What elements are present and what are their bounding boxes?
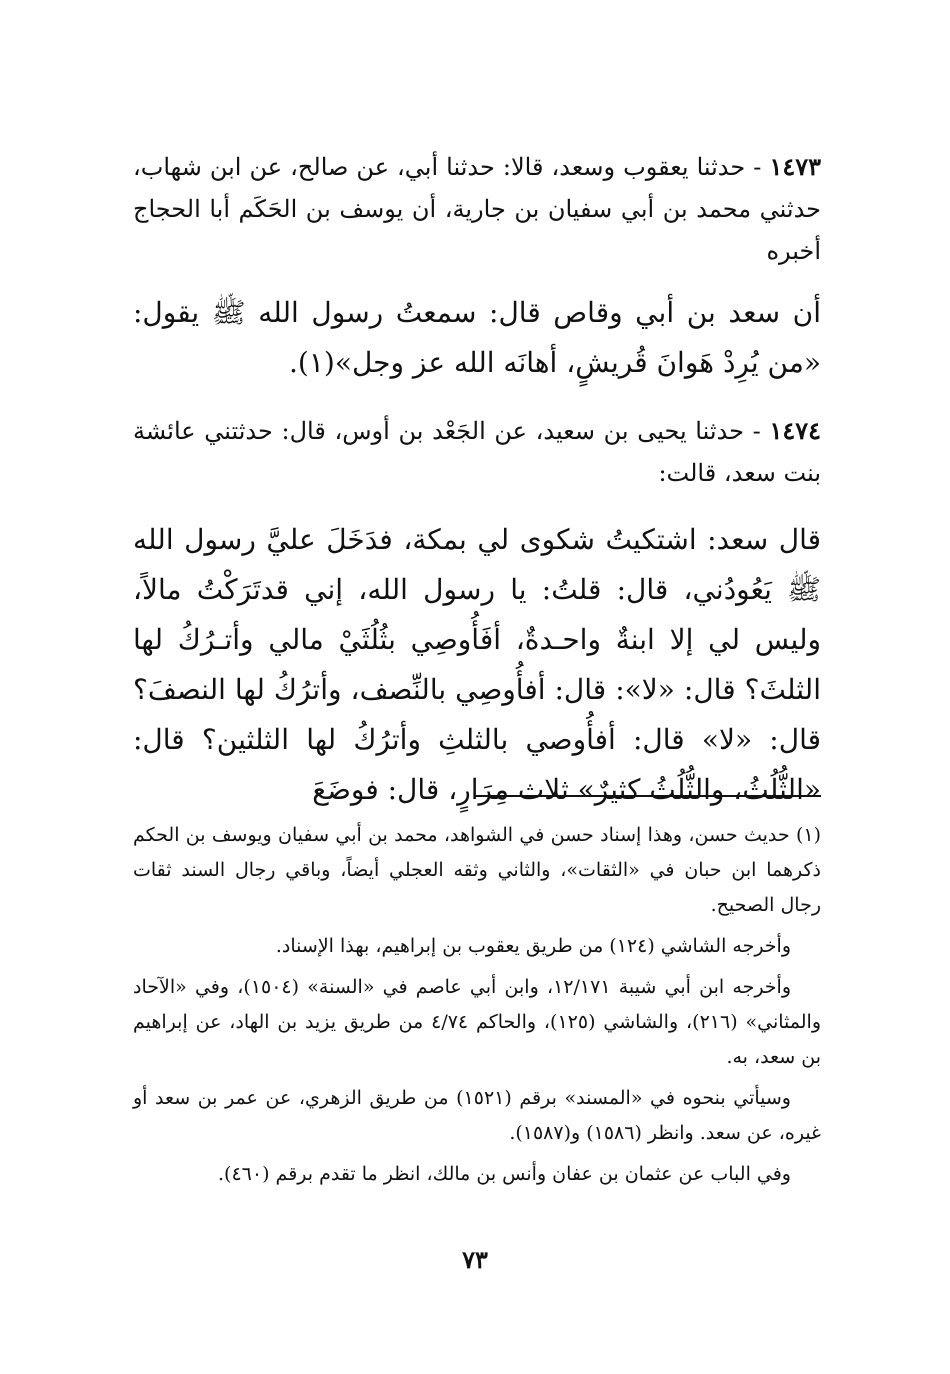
- footnote-cross-reference: وسيأتي بنحوه في «المسند» برقم (١٥٢١) من طريق الزهري، عن عمر بن سعد أو غيره، عن سعد. وانظر (١٥٨٦) و(١٥٨٧).: [133, 1087, 821, 1144]
- isnad-text: - حدثنا يحيى بن سعيد، عن الجَعْد بن أوس، قال: حدثتني عائشة بنت سعد، قالت:: [133, 417, 821, 487]
- footnote-takhrij: وأخرجه الشاشي (١٢٤) من طريق يعقوب بن إبراهيم، بهذا الإسناد.: [275, 935, 791, 957]
- footnote-bab: وفي الباب عن عثمان بن عفان وأنس بن مالك، انظر ما تقدم برقم (٤٦٠).: [218, 1163, 791, 1185]
- isnad-text: - حدثنا يعقوب وسعد، قالا: حدثنا أبي، عن صالح، عن ابن شهاب، حدثني محمد بن أبي سفيان بن جارية، أن يوسف بن الحَكَم أبا الحجاج أخبره: [133, 153, 821, 265]
- page-number: ٧٣: [462, 1245, 488, 1274]
- hadith-1473-matn: أن سعد بن أبي وقاص قال: سمعتُ رسول الله ﷺ يقول: «من يُرِدْ هَوانَ قُريشٍ، أهانَه الله عز وجل»(١).: [133, 296, 821, 379]
- hadith-number: ١٤٧٤: [769, 416, 821, 445]
- footnote-takhrij: وأخرجه ابن أبي شيبة ١٢/١٧١، وابن أبي عاصم في «السنة» (١٥٠٤)، وفي «الآحاد والمثاني» (٢١٦)، والشاشي (١٢٥)، والحاكم ٤/٧٤ من طريق يزيد بن الهاد، عن إبراهيم بن سعد، به.: [133, 976, 822, 1068]
- hadith-number: ١٤٧٣: [769, 152, 821, 181]
- hadith-1473-isnad: [133, 146, 821, 272]
- footnotes: [133, 818, 821, 1198]
- footnote-divider: [475, 795, 821, 797]
- hadith-1474-isnad: [133, 410, 821, 494]
- footnote-1: (١) حديث حسن، وهذا إسناد حسن في الشواهد، محمد بن أبي سفيان ويوسف بن الحكم ذكرهما ابن حبان في «الثقات»، والثاني وثقه العجلي أيضاً، وباقي رجال السند ثقات رجال الصحيح.: [133, 824, 821, 916]
- hadith-1474-matn: قال سعد: اشتكيتُ شكوى لي بمكة، فدَخَلَ عليَّ رسول الله ﷺ يَعُودُني، قال: قلتُ: يا رسول الله، إني قدتَرَكْتُ مالاً، وليس لي إلا ابنةٌ واحـدةٌ، أفَأُوصِي بثُلُثَيْ مالي وأتـرُكُ لها الثلثَ؟ قال: «لا»: قال: أفأُوصِي بالنِّصف، وأترُكُ لها النصفَ؟ قال: «لا» قال: أفأُوصي بالثلثِ وأترُكُ لها الثلثين؟ قال: «الثُّلُثُ، والثُّلُثُ كثيرٌ» ثلاث مِرَارٍ، قال: فوضَعَ: [133, 523, 821, 806]
